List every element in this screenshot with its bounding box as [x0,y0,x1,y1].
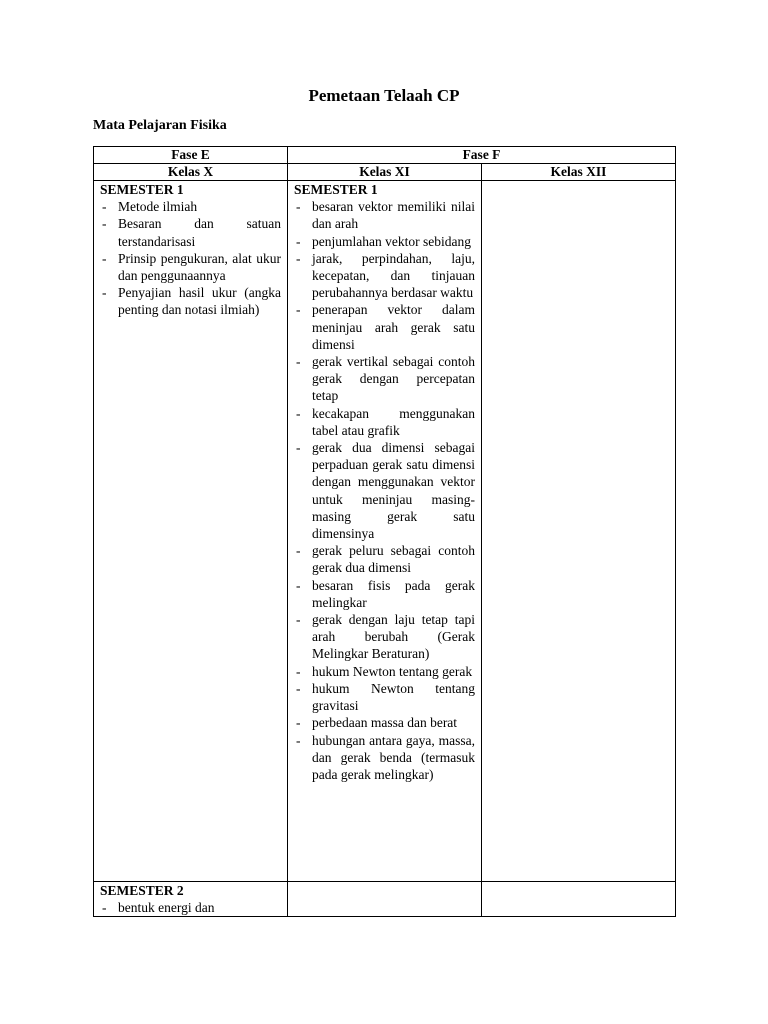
list-item: - hubungan antara gaya, massa, dan gerak benda (termasuk pada gerak melingkar) [294,732,475,784]
kelas-xii-semester-1-cell [482,181,676,882]
list-item: - hukum Newton tentang gerak [294,663,475,680]
list-item: - penjumlahan vektor sebidang [294,233,475,250]
list-item: - hukum Newton tentang gravitasi [294,680,475,714]
class-header-row [94,164,676,181]
list-item: - Besaran dan satuan terstandarisasi [100,215,281,249]
kelas-x-semester-1-cell [94,181,288,882]
topic-list [294,198,475,783]
list-item: - gerak vertikal sebagai contoh gerak dengan percepatan tetap [294,353,475,405]
semester-label: SEMESTER 2 [100,883,184,898]
kelas-xii-semester-2-cell [482,882,676,917]
list-item: - penerapan vektor dalam meninjau arah gerak satu dimensi [294,301,475,353]
list-item: - besaran vektor memiliki nilai dan arah [294,198,475,232]
cp-mapping-table [93,146,676,917]
topic-list [100,198,281,318]
semester-1-row [94,181,676,882]
kelas-xii-header: Kelas XII [482,164,676,181]
kelas-xi-header: Kelas XI [288,164,482,181]
list-item: - Metode ilmiah [100,198,281,215]
kelas-x-semester-2-cell [94,882,288,917]
kelas-xi-semester-1-cell [288,181,482,882]
phase-header-row [94,147,676,164]
list-item: - jarak, perpindahan, laju, kecepatan, dan tinjauan perubahannya berdasar waktu [294,250,475,302]
semester-2-row [94,882,676,917]
list-item: - Penyajian hasil ukur (angka penting dan notasi ilmiah) [100,284,281,318]
list-item: - kecakapan menggunakan tabel atau grafik [294,405,475,439]
phase-e-header: Fase E [94,147,288,164]
list-item: - perbedaan massa dan berat [294,714,475,731]
list-item: - gerak dua dimensi sebagai perpaduan gerak satu dimensi dengan menggunakan vektor untuk meninjau masing-masing gerak satu dimensinya [294,439,475,542]
kelas-x-header: Kelas X [94,164,288,181]
list-item: - gerak peluru sebagai contoh gerak dua dimensi [294,542,475,576]
list-item: - gerak dengan laju tetap tapi arah berubah (Gerak Melingkar Beraturan) [294,611,475,663]
subject-heading: Mata Pelajaran Fisika [93,118,227,133]
list-item: - besaran fisis pada gerak melingkar [294,577,475,611]
topic-list [100,899,281,916]
semester-label: SEMESTER 1 [100,182,184,197]
page-title: Pemetaan Telaah CP [308,86,460,105]
kelas-xi-semester-2-cell [288,882,482,917]
phase-f-header: Fase F [288,147,676,164]
semester-label: SEMESTER 1 [294,182,378,197]
list-item: - Prinsip pengukuran, alat ukur dan penggunaannya [100,250,281,284]
list-item: - bentuk energi dan [100,899,281,916]
